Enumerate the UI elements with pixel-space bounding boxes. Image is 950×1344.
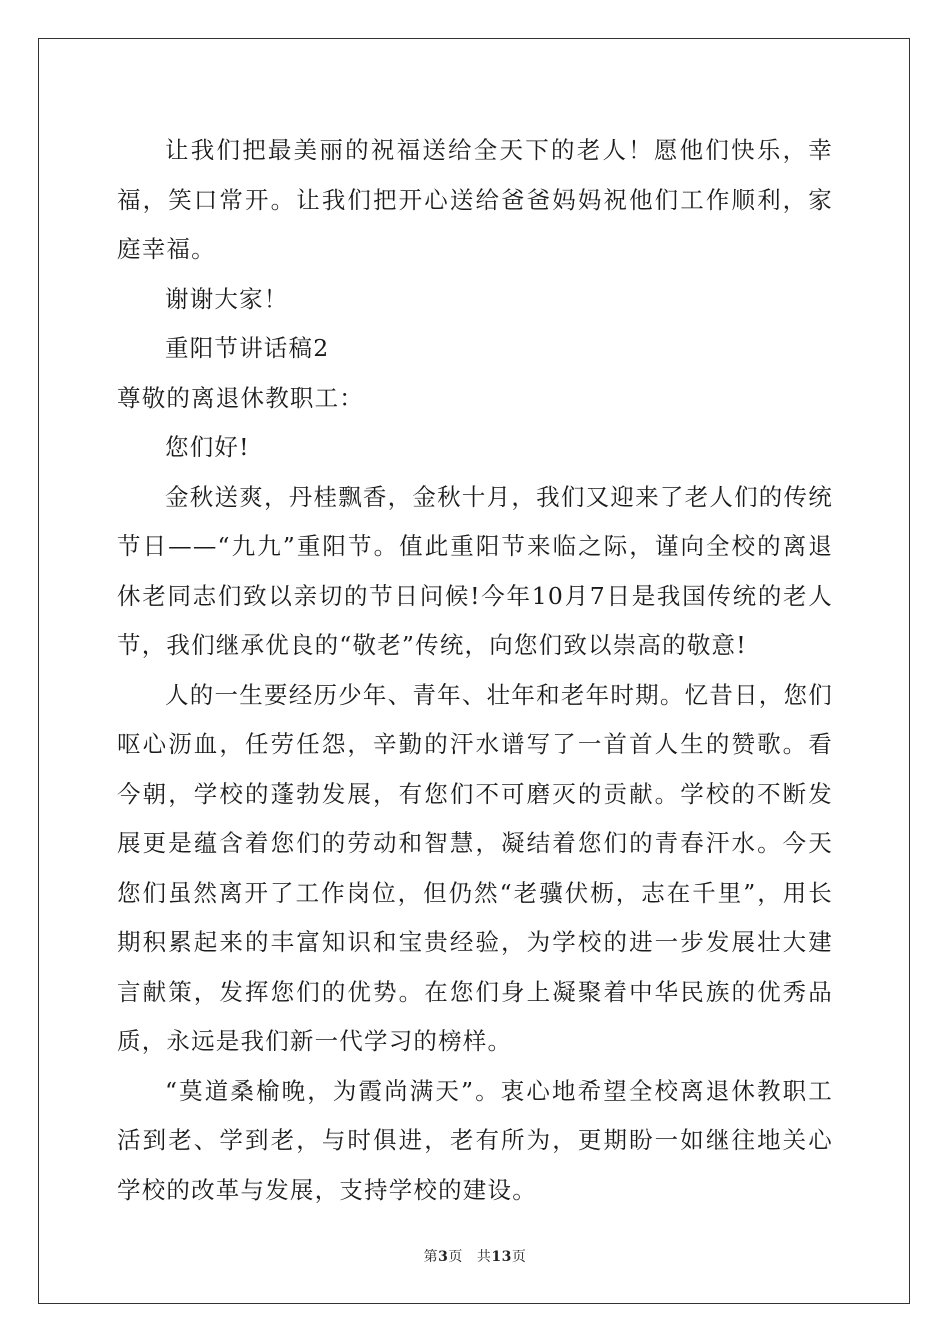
paragraph-1: 金秋送爽，丹桂飘香，金秋十月，我们又迎来了老人们的传统节日——“九九”重阳节。值此重阳节来临之际，谨向全校的离退休老同志们致以亲切的节日问候!今年10月7日是我国传统的老人节，我们继承优良的“敬老”传统，向您们致以崇高的敬意! [117, 482, 833, 659]
page-unit: 页 [448, 1249, 463, 1265]
total-prefix: 共 [476, 1249, 492, 1265]
current-page-number: 3 [438, 1249, 449, 1265]
document-body [117, 126, 833, 1215]
paragraph-blessing: 让我们把最美丽的祝福送给全天下的老人！愿他们快乐，幸福，笑口常开。让我们把开心送给爸爸妈妈祝他们工作顺利，家庭幸福。 [117, 136, 833, 263]
greeting: 您们好! [165, 433, 250, 461]
page-prefix: 第 [423, 1249, 439, 1265]
paragraph-2: 人的一生要经历少年、青年、壮年和老年时期。忆昔日，您们呕心沥血，任劳任怨，辛勤的汗水谱写了一首首人生的赞歌。看今朝，学校的蓬勃发展，有您们不可磨灭的贡献。学校的不断发展更是蕴含着您们的劳动和智慧，凝结着您们的青春汗水。今天您们虽然离开了工作岗位，但仍然“老骥伏枥，志在千里”，用长期积累起来的丰富知识和宝贵经验，为学校的进一步发展壮大建言献策，发挥您们的优势。在您们身上凝聚着中华民族的优秀品质，永远是我们新一代学习的榜样。 [117, 680, 833, 1055]
page-footer [0, 1247, 950, 1267]
paragraph-3: “莫道桑榆晚，为霞尚满天”。衷心地希望全校离退休教职工活到老、学到老，与时俱进，老有所为，更期盼一如继往地关心学校的改革与发展，支持学校的建设。 [117, 1076, 833, 1204]
paragraph-thanks: 谢谢大家！ [165, 284, 289, 313]
section-heading: 重阳节讲话稿2 [165, 334, 330, 362]
total-unit: 页 [511, 1249, 527, 1265]
total-pages-number: 13 [491, 1249, 512, 1265]
salutation: 尊敬的离退休教职工： [117, 383, 364, 412]
